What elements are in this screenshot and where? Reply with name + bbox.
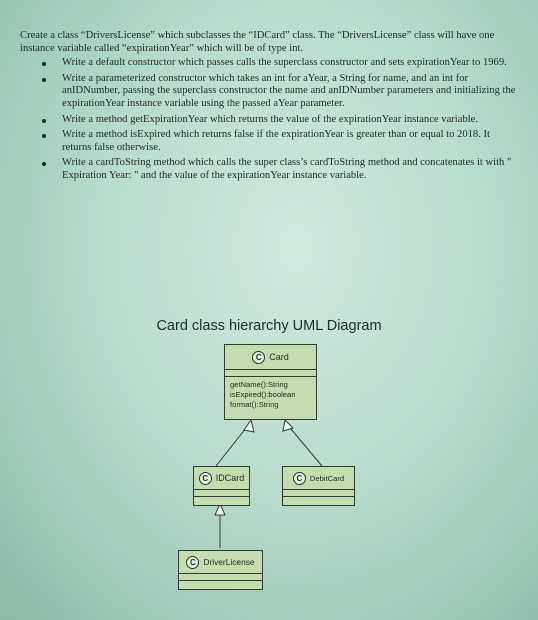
class-name: Card — [269, 352, 289, 362]
class-name: IDCard — [215, 473, 245, 483]
class-header — [225, 345, 316, 369]
debitcard-inheritance-line — [286, 423, 322, 466]
class-icon: C — [252, 351, 265, 364]
class-header — [179, 551, 262, 573]
method-item: isExpired():boolean — [230, 390, 296, 399]
class-name: DebitCard — [309, 473, 345, 483]
class-icon: C — [199, 472, 212, 485]
class-idcard — [193, 466, 250, 506]
class-icon: C — [293, 472, 306, 485]
list-item-text: Write a parameterized constructor which takes an int for aYear, a String for name, and an int for anIDNumber, passing the superclass constructor the name and anIDNumber parameters and initializing the expirationYear instance variable using the passed aYear parameter. — [62, 72, 516, 109]
uml-diagram-title: Card class hierarchy UML Diagram — [156, 318, 382, 334]
methods-compartment — [225, 377, 316, 412]
generalization-arrowhead-icon — [244, 420, 254, 432]
intro-paragraph: Create a class “DriversLicense” which subclasses the “IDCard” class. The “DriversLicense” class will have one instance variable called “expirationYear” which will be of type int. — [20, 30, 495, 54]
divider — [194, 496, 249, 497]
list-item-text: Write a method isExpired which returns false if the expirationYear is greater than or equal to 2018. It returns false otherwise. — [62, 129, 491, 153]
class-debitcard — [282, 466, 355, 506]
divider — [283, 496, 354, 497]
class-driverlicense — [178, 550, 263, 590]
divider — [179, 580, 262, 581]
list-item-text: Write a method getExpirationYear which returns the value of the expirationYear instance variable. — [62, 113, 479, 125]
class-header — [194, 467, 249, 489]
class-name: DriverLicense — [203, 557, 255, 567]
list-item-text: Write a cardToString method which calls the super class’s cardToString method and concatenates it with " Expiration Year: " and the value of the expirationYear instance variable. — [62, 157, 512, 181]
list-item-text: Write a default constructor which passes calls the superclass constructor and sets expirationYear to 1969. — [62, 57, 507, 69]
class-header — [283, 467, 354, 489]
method-item: getName():String — [230, 380, 288, 389]
class-icon: C — [186, 556, 199, 569]
method-item: format():String — [230, 400, 279, 409]
class-card — [224, 344, 317, 420]
